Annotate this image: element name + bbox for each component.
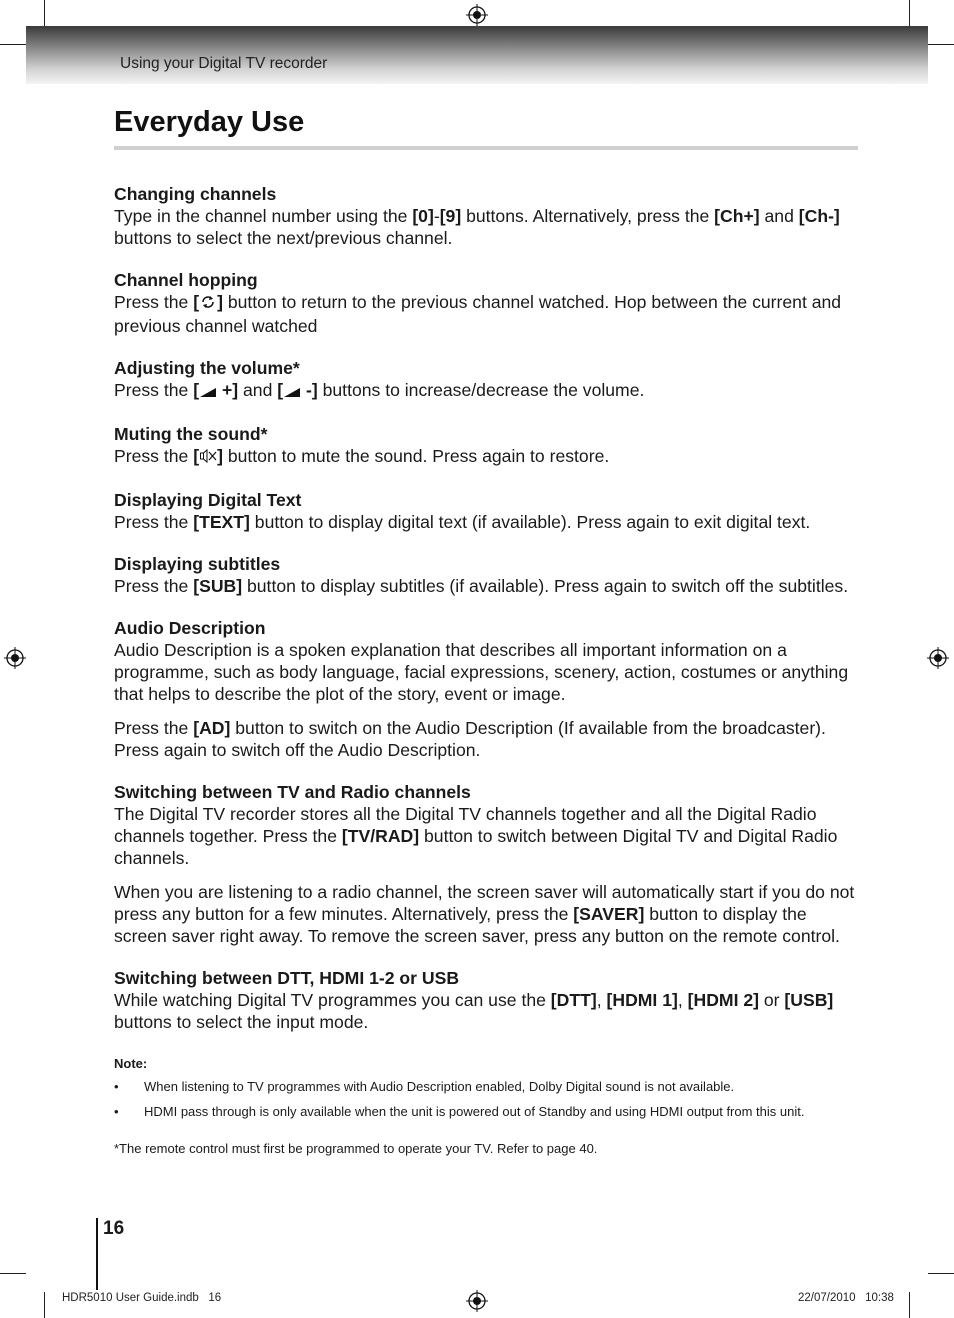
- text-run: While watching Digital TV programmes you can use the: [114, 990, 551, 1010]
- text-run: When you are listening to a radio channel, the screen saver will automatically start if you do not press any button for a few minutes. Alternatively, press the: [114, 882, 855, 924]
- text-run: Press the: [114, 718, 194, 738]
- button-reference: [Ch-]: [798, 206, 840, 226]
- page-number: 16: [103, 1218, 125, 1239]
- section: [114, 781, 862, 947]
- button-reference: [SAVER]: [573, 904, 645, 924]
- section-paragraph: [114, 575, 862, 597]
- button-reference: [HDMI 1]: [606, 990, 678, 1010]
- button-reference: [: [193, 380, 200, 400]
- text-run: and: [759, 206, 799, 226]
- text-run: Type in the channel number using the: [114, 206, 413, 226]
- section: [114, 423, 862, 469]
- text-run: ,: [596, 990, 607, 1010]
- text-run: button to switch between Digital TV and Digital Radio channels.: [114, 826, 838, 868]
- registration-mark-icon: [466, 1290, 488, 1312]
- section: [114, 617, 862, 761]
- bullet: •: [114, 1104, 119, 1119]
- button-reference: -]: [301, 380, 318, 400]
- text-run: button to switch on the Audio Description (If available from the broadcaster). Press again to switch off the Audio Description.: [114, 718, 826, 760]
- section-heading: Channel hopping: [114, 270, 258, 290]
- section-heading: Switching between DTT, HDMI 1-2 or USB: [114, 968, 460, 988]
- text-run: button to display subtitles (if available). Press again to switch off the subtitles.: [242, 576, 849, 596]
- button-reference: [DTT]: [550, 990, 597, 1010]
- text-run: button to display digital text (if available). Press again to exit digital text.: [249, 512, 811, 532]
- crop-mark: [44, 0, 45, 26]
- page-number-rule: [96, 1218, 98, 1290]
- text-run: buttons to select the next/previous channel.: [114, 228, 453, 248]
- button-reference: [TEXT]: [193, 512, 250, 532]
- button-reference: [TV/RAD]: [341, 826, 420, 846]
- section-heading: Switching between TV and Radio channels: [114, 782, 471, 802]
- section-paragraph: [114, 445, 862, 469]
- sections-container: [114, 183, 862, 1033]
- note-item: [114, 1078, 862, 1095]
- text-run: button to display the screen saver right away. To remove the screen saver, press any button on the remote control.: [114, 904, 840, 946]
- button-reference: [SUB]: [193, 576, 243, 596]
- section-paragraph: [114, 803, 862, 869]
- crop-mark: [909, 0, 910, 26]
- crop-mark: [44, 1292, 45, 1318]
- button-reference: [Ch+]: [714, 206, 760, 226]
- bullet: •: [114, 1079, 119, 1094]
- note-text: HDMI pass through is only available when the unit is powered out of Standby and using HDMI output from this unit.: [144, 1104, 805, 1119]
- text-run: buttons to select the input mode.: [114, 1012, 369, 1032]
- main-content: [114, 183, 862, 1157]
- section-paragraph: [114, 989, 862, 1033]
- slug-file-text: HDR5010 User Guide.indb 16: [62, 1292, 222, 1304]
- running-header: Using your Digital TV recorder: [120, 55, 328, 72]
- button-reference: ]: [217, 292, 223, 312]
- section: [114, 553, 862, 597]
- button-reference: [: [277, 380, 284, 400]
- channel-return-icon: [199, 293, 217, 315]
- text-run: button to mute the sound. Press again to restore.: [222, 446, 610, 466]
- print-slug-timestamp: [798, 1292, 894, 1304]
- button-reference: [AD]: [193, 718, 231, 738]
- registration-mark-icon: [927, 647, 949, 669]
- crop-mark: [0, 44, 26, 45]
- text-run: -: [433, 206, 440, 226]
- text-run: and: [238, 380, 278, 400]
- section-paragraph: [114, 291, 862, 337]
- section-heading: Adjusting the volume*: [114, 358, 300, 378]
- section-paragraph: [114, 639, 862, 705]
- text-run: Press the: [114, 576, 194, 596]
- registration-mark-icon: [4, 647, 26, 669]
- text-run: The Digital TV recorder stores all the Digital TV channels together and all the Digital Radio channels together. Press the: [114, 804, 817, 846]
- note-label: Note:: [114, 1056, 148, 1071]
- note-block: [114, 1055, 862, 1120]
- button-reference: [USB]: [784, 990, 834, 1010]
- text-run: Press the: [114, 446, 194, 466]
- crop-mark: [909, 1292, 910, 1318]
- section-paragraph: [114, 717, 862, 761]
- title-rule: [114, 146, 858, 150]
- page-title: Everyday Use: [114, 106, 305, 138]
- volume-wedge-icon: [283, 381, 301, 403]
- section: [114, 357, 862, 403]
- button-reference: ]: [217, 446, 223, 466]
- section: [114, 489, 862, 533]
- button-reference: +]: [217, 380, 239, 400]
- registration-mark-icon: [466, 4, 488, 26]
- section-heading: Displaying Digital Text: [114, 490, 302, 510]
- text-run: or: [759, 990, 785, 1010]
- mute-icon: [199, 447, 217, 469]
- volume-wedge-icon: [199, 381, 217, 403]
- section-heading: Displaying subtitles: [114, 554, 281, 574]
- section: [114, 967, 862, 1033]
- text-run: Press the: [114, 512, 194, 532]
- section-paragraph: [114, 205, 862, 249]
- section: [114, 183, 862, 249]
- button-reference: [: [193, 292, 200, 312]
- note-item: [114, 1103, 862, 1120]
- section-paragraph: [114, 379, 862, 403]
- button-reference: [: [193, 446, 200, 466]
- text-run: buttons to increase/decrease the volume.: [317, 380, 645, 400]
- text-run: Press the: [114, 380, 194, 400]
- section-paragraph: [114, 881, 862, 947]
- text-run: buttons. Alternatively, press the: [461, 206, 715, 226]
- section: [114, 269, 862, 337]
- text-run: button to return to the previous channel watched. Hop between the current and previous channel watched: [114, 292, 842, 336]
- crop-mark: [0, 1273, 26, 1274]
- crop-mark: [928, 1273, 954, 1274]
- section-heading: Changing channels: [114, 184, 277, 204]
- footnote: *The remote control must first be programmed to operate your TV. Refer to page 40.: [114, 1141, 598, 1156]
- button-reference: [HDMI 2]: [687, 990, 759, 1010]
- text-run: Press the: [114, 292, 194, 312]
- text-run: Audio Description is a spoken explanation that describes all important information on a programme, such as body language, facial expressions, scenery, action, costumes or anything that helps to describe the plot of the story, event or image.: [114, 640, 849, 704]
- button-reference: [0]: [412, 206, 434, 226]
- section-paragraph: [114, 511, 862, 533]
- section-heading: Audio Description: [114, 618, 266, 638]
- slug-timestamp-text: 22/07/2010 10:38: [798, 1292, 894, 1304]
- button-reference: [9]: [439, 206, 462, 226]
- note-text: When listening to TV programmes with Audio Description enabled, Dolby Digital sound is not available.: [144, 1079, 735, 1094]
- crop-mark: [928, 44, 954, 45]
- text-run: ,: [677, 990, 688, 1010]
- print-slug-file: [62, 1292, 221, 1304]
- section-heading: Muting the sound*: [114, 424, 268, 444]
